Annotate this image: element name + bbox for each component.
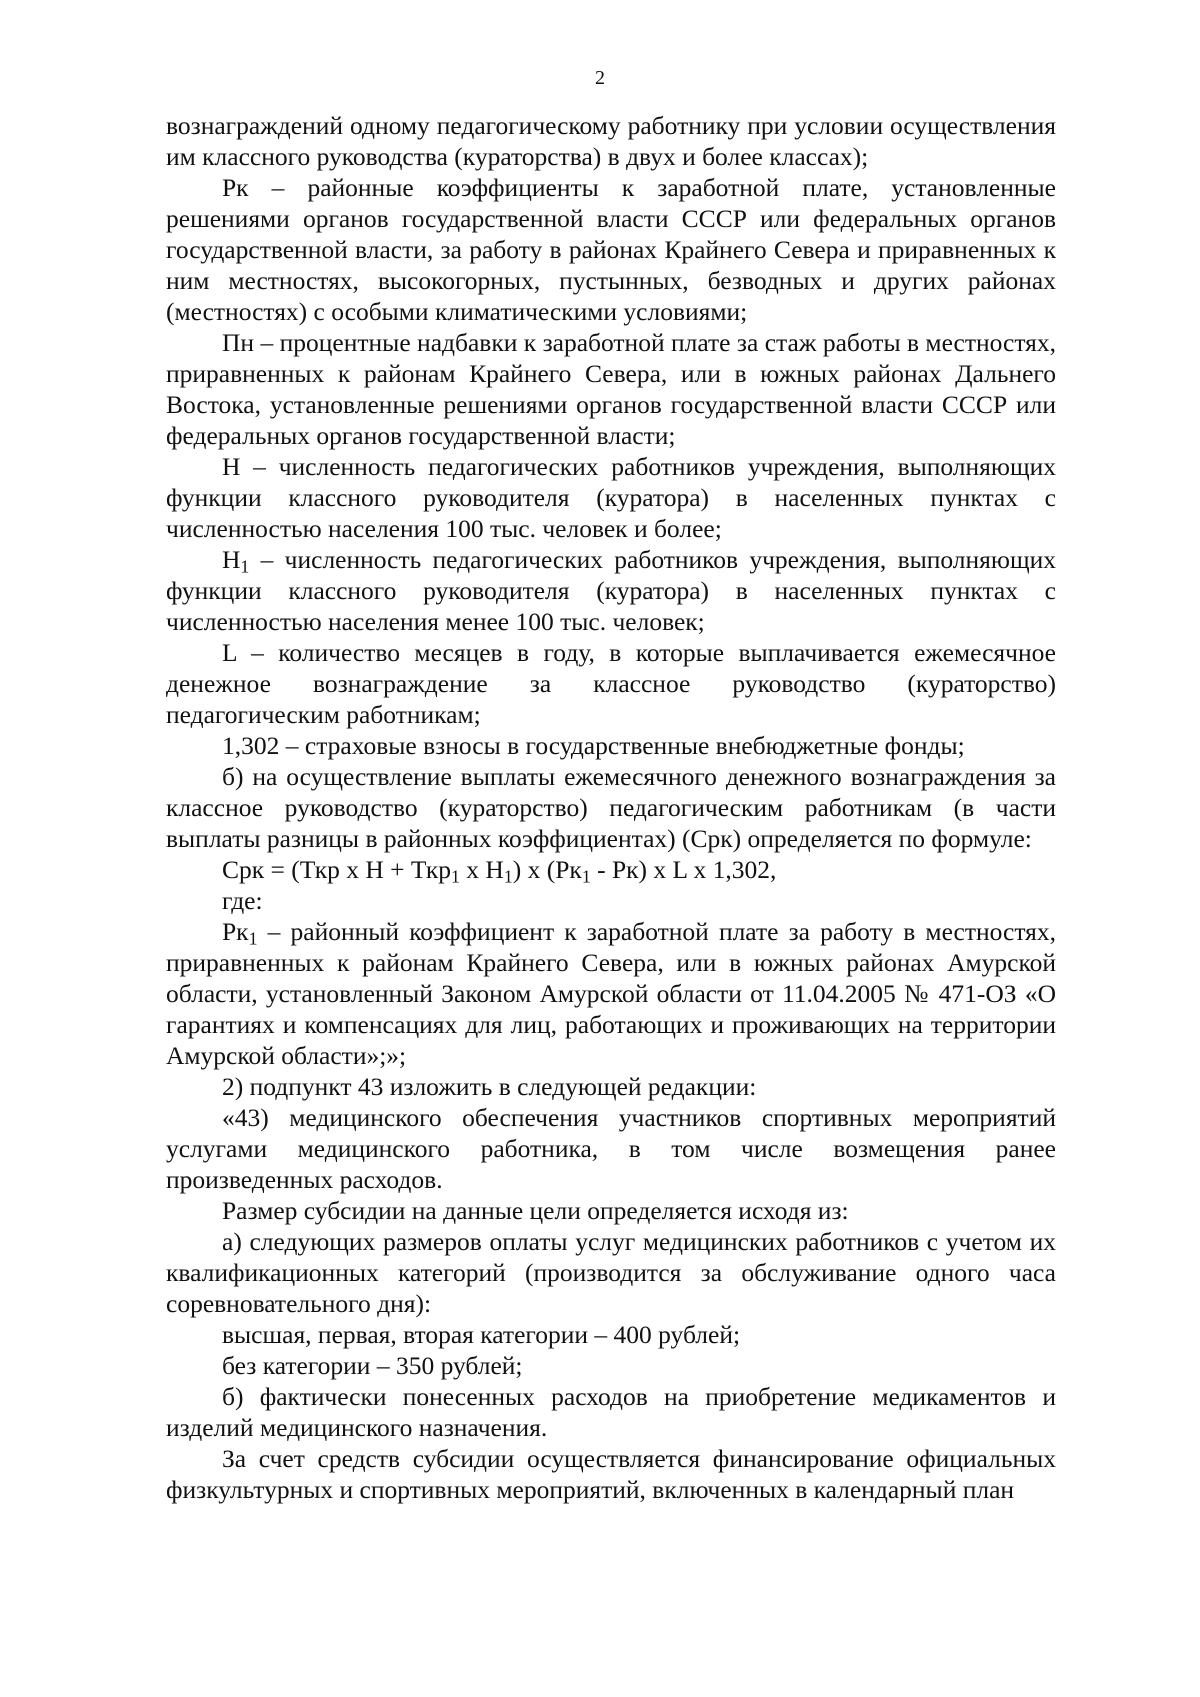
n1-subscript: 1 <box>240 556 250 577</box>
paragraph-financing: За счет средств субсидии осуществляется финансирование официальных физкультурных и спортивных мероприятий, включенных в календарный план <box>166 1444 1056 1504</box>
formula-srk: Срк = (Ткр х Н + Ткр$_1$ х $Н_1$) х $(Рк_1 - Рк)$ х L х 1,302, <box>222 855 777 887</box>
paragraph-where: где: <box>222 886 263 915</box>
n1-text: – численность педагогических работников учреждения, выполняющих функции классного руководителя (куратора) в населенных пунктах с численностью населения менее 100 тыс. человек; <box>166 545 1056 636</box>
paragraph-l-definition: L – количество месяцев в году, в которые выплачивается ежемесячное денежное вознаграждение за классное руководство (кураторство) педагогическим работникам; <box>166 638 1056 729</box>
document-body <box>166 110 1056 1505</box>
rk1-text: – районный коэффициент к заработной плате за работу в местностях, приравненных к районам Крайнего Севера, или в южных районах Амурской области, установленный Законом Амурской области от 11.04.2005 № 471-ОЗ «О гарантиях и компенсациях для лиц, работающих и проживающих на территории Амурской области»;»; <box>166 917 1056 1070</box>
paragraph-continuation: вознаграждений одному педагогическому работнику при условии осуществления им классного руководства (кураторства) в двух и более классах); <box>166 111 1056 171</box>
paragraph-category-none: без категории – 350 рублей; <box>222 1351 523 1380</box>
paragraph-subitem-b-expenses: б) фактически понесенных расходов на приобретение медикаментов и изделий медицинского назначения. <box>166 1382 1056 1442</box>
paragraph-category-high: высшая, первая, вторая категории – 400 рублей; <box>222 1320 741 1349</box>
paragraph-subitem-43: «43) медицинского обеспечения участников спортивных мероприятий услугами медицинского работника, в том числе возмещения ранее произведенных расходов. <box>166 1103 1056 1194</box>
paragraph-item-2: 2) подпункт 43 изложить в следующей редакции: <box>222 1072 757 1101</box>
paragraph-subitem-b: б) на осуществление выплаты ежемесячного денежного вознаграждения за классное руководство (кураторство) педагогическим работникам (в части выплаты разницы в районных коэффициентах) (Срк) определяется по формуле: <box>166 762 1056 853</box>
paragraph-n1-definition <box>166 544 1056 637</box>
paragraph-n-definition: Н – численность педагогических работников учреждения, выполняющих функции классного руководителя (куратора) в населенных пунктах с численностью населения 100 тыс. человек и более; <box>166 452 1056 543</box>
paragraph-subitem-a: а) следующих размеров оплаты услуг медицинских работников с учетом их квалификационных категорий (производится за обслуживание одного часа соревновательного дня): <box>166 1227 1056 1318</box>
paragraph-pn-definition: Пн – процентные надбавки к заработной плате за стаж работы в местностях, приравненных к районам Крайнего Севера, или в южных районах Дальнего Востока, установленные решениями органов государственной власти СССР или федеральных органов государственной власти; <box>166 328 1056 450</box>
paragraph-rk-definition: Рк – районные коэффициенты к заработной плате, установленные решениями органов государственной власти СССР или федеральных органов государственной власти, за работу в районах Крайнего Севера и приравненных к ним местностях, высокогорных, пустынных, безводных и других районах (местностях) с особыми климатическими условиями; <box>166 173 1056 326</box>
rk1-subscript: 1 <box>248 928 258 949</box>
rk1-symbol: Рк <box>222 917 249 946</box>
paragraph-subsidy-size: Размер субсидии на данные цели определяется исходя из: <box>222 1196 849 1225</box>
paragraph-insurance-coefficient: 1,302 – страховые взносы в государственные внебюджетные фонды; <box>222 731 965 760</box>
paragraph-rk1-definition <box>166 916 1056 1071</box>
page-number: 2 <box>595 67 605 89</box>
n1-symbol: Н <box>222 545 241 574</box>
